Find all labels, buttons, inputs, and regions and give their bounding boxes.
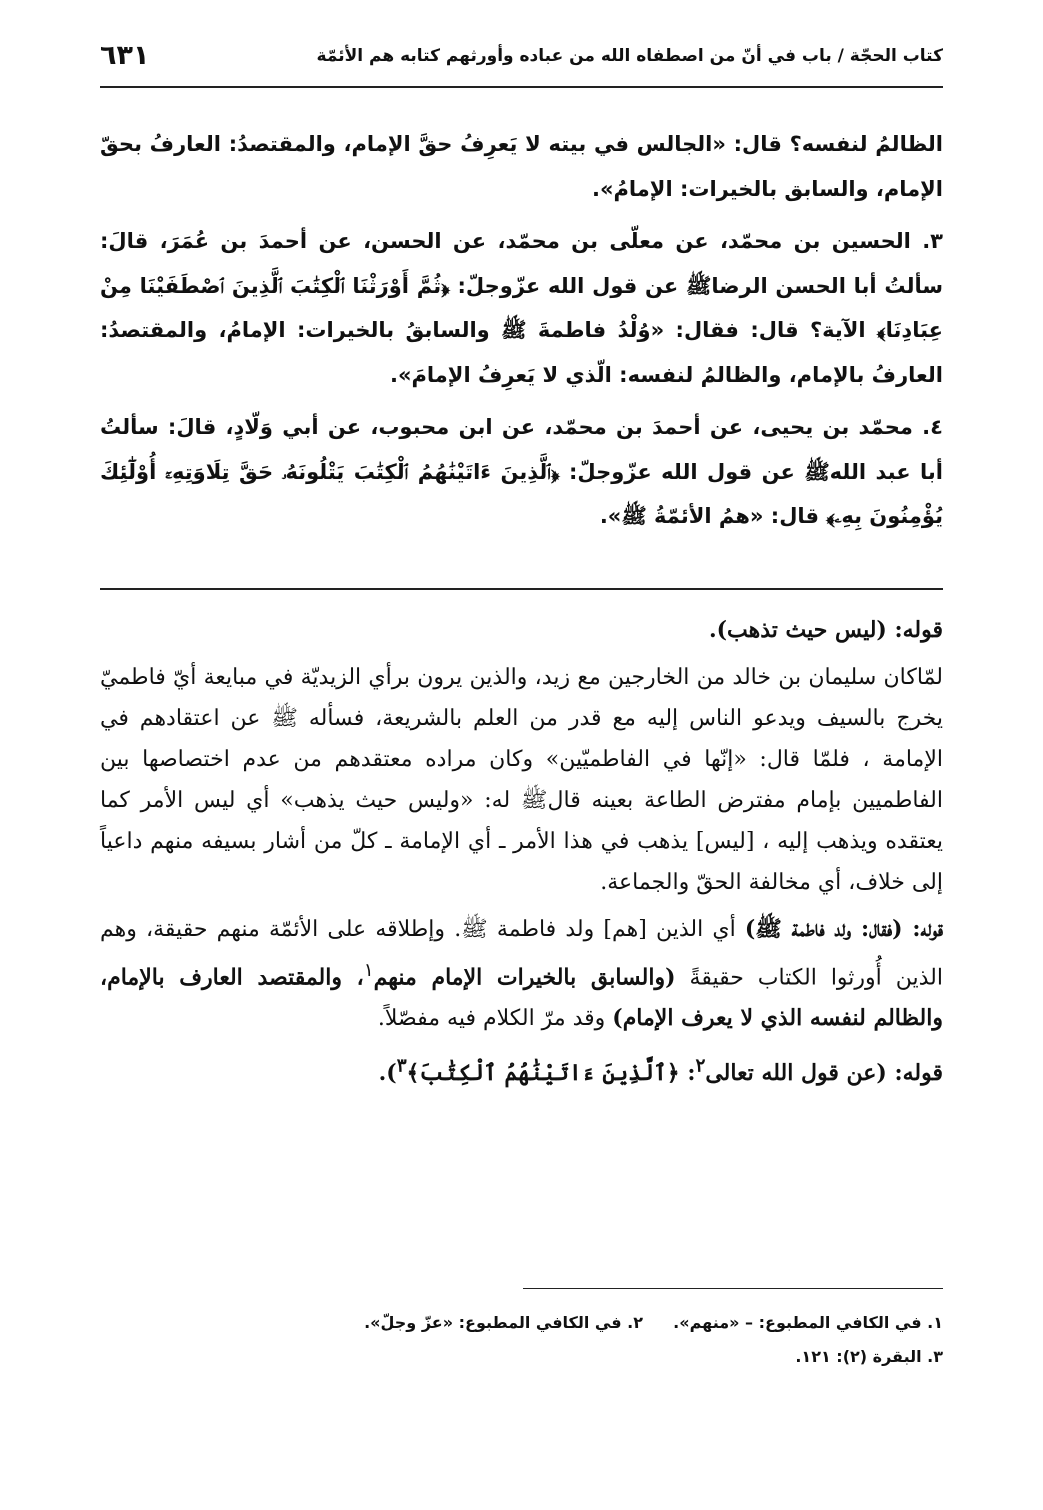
commentary-paragraph xyxy=(100,1045,943,1093)
footnote-row xyxy=(100,1340,943,1374)
footnote-row xyxy=(100,1306,943,1340)
quoted-phrase: قوله: (فقال: ولد فاطمة ﷺ) xyxy=(744,916,943,942)
quoted-phrase: ، والمقتصد العارف بالإمام، والظالم لنفسه الذي لا يعرف الإمام) xyxy=(100,964,943,1032)
commentary-text xyxy=(100,610,943,1100)
commentary-text-run: أي الذين [هم] ولد فاطمة ﷺ. وإطلاقه على الأئمّة منهم حقيقة، وهم الذين أُورثوا الكتاب حقيقةً xyxy=(100,917,943,991)
running-title: كتاب الحجّة / باب في أنّ من اصطفاه الله من عباده وأورثهم كتابه هم الأئمّة xyxy=(316,46,943,66)
footnote-rule xyxy=(523,1288,943,1289)
quoted-phrase: (والسابق بالخيرات الإمام منهم xyxy=(373,964,676,991)
quoted-phrase-part: : ﴿ٱلَّذِينَ ءَاتَيْنَٰهُمُ ٱلْكِتَٰبَ﴾ xyxy=(406,1059,696,1086)
footnote-3: ٣. البقرة (٢): ١٢١. xyxy=(795,1347,943,1366)
footnote-1: ١. في الكافي المطبوع: – «منهم». xyxy=(673,1313,943,1332)
quoted-phrase-part: ). xyxy=(378,1059,397,1086)
section-divider xyxy=(100,588,943,590)
page-header xyxy=(100,40,943,88)
quoted-phrase-part: قوله: (عن قول الله تعالى xyxy=(705,1059,943,1086)
footnote-marker: ٢ xyxy=(695,1055,706,1077)
hadith-paragraph: الظالمُ لنفسه؟ قال: «الجالس في بيته لا يَعرِفُ حقَّ الإمام، والمقتصدُ: العارفُ بحقّ الإمام، والسابق بالخيرات: الإمامُ». xyxy=(100,132,943,201)
hadith-paragraph: ٤. محمّد بن يحيى، عن أحمدَ بن محمّد، عن ابن محبوب، عن أبي وَلّادٍ، قالَ: سألتُ أبا عبد اللهﷺ عن قول الله عزّوجلّ: ﴿ٱلَّذِينَ ءَاتَيْنَٰهُمُ ٱلْكِتَٰبَ يَتْلُونَهُۥ حَقَّ تِلَاوَتِهِۦٓ أُوْلَٰٓئِكَ يُؤْمِنُونَ بِهِۦ﴾ قال: «همُ الأئمّةُ ﷺ». xyxy=(100,415,943,528)
footnote-2: ٢. في الكافي المطبوع: «عزّ وجلّ». xyxy=(364,1313,643,1332)
quoted-phrase xyxy=(378,1055,943,1086)
hadith-paragraph: ٣. الحسين بن محمّد، عن معلّى بن محمّد، عن الحسن، عن أحمدَ بن عُمَرَ، قالَ: سألتُ أبا الحسن الرضاﷺ عن قول الله عزّوجلّ: ﴿ثُمَّ أَوْرَثْنَا ٱلْكِتَٰبَ ٱلَّذِينَ ٱصْطَفَيْنَا مِنْ عِبَادِنَا﴾ الآية؟ قال: فقال: «وُلْدُ فاطمةَ ﷺ والسابقُ بالخيرات: الإمامُ، والمقتصدُ: العارفُ بالإمام، والظالمُ لنفسه: الّذي لا يَعرِفُ الإمامَ». xyxy=(100,229,943,387)
hadith-text xyxy=(100,122,943,547)
commentary-paragraph: لمّاكان سليمان بن خالد من الخارجين مع زيد، والذين يرون برأي الزيديّة في مبايعة أيّ فاطميّ يخرج بالسيف ويدعو الناس إليه مع قدر من العلم بالشريعة، فسأله ﷺ عن اعتقادهم في الإمامة ، فلمّا قال: «إنّها في الفاطميّين» وكان مراده معتقدهم من عدم اختصاصها بين الفاطميين بإمام مفترض الطاعة بعينه قالﷺ له: «وليس حيث يذهب» أي ليس الأمر كما يعتقده ويذهب إليه ، [ليس] يذهب في هذا الأمر ـ أي الإمامة ـ كلّ من أشار بسيفه منهم داعياً إلى خلاف، أي مخالفة الحقّ والجماعة. xyxy=(100,665,943,895)
commentary-heading: قوله: (ليس حيث تذهب). xyxy=(708,617,943,643)
commentary-paragraph xyxy=(100,909,943,1039)
footnote-marker: ١ xyxy=(363,960,374,981)
footnotes xyxy=(100,1306,943,1374)
page-number: ٦٣١ xyxy=(100,40,150,71)
commentary-text-run: وقد مرّ الكلام فيه مفصّلاً. xyxy=(377,1006,613,1032)
footnote-marker: ٣ xyxy=(396,1055,407,1077)
